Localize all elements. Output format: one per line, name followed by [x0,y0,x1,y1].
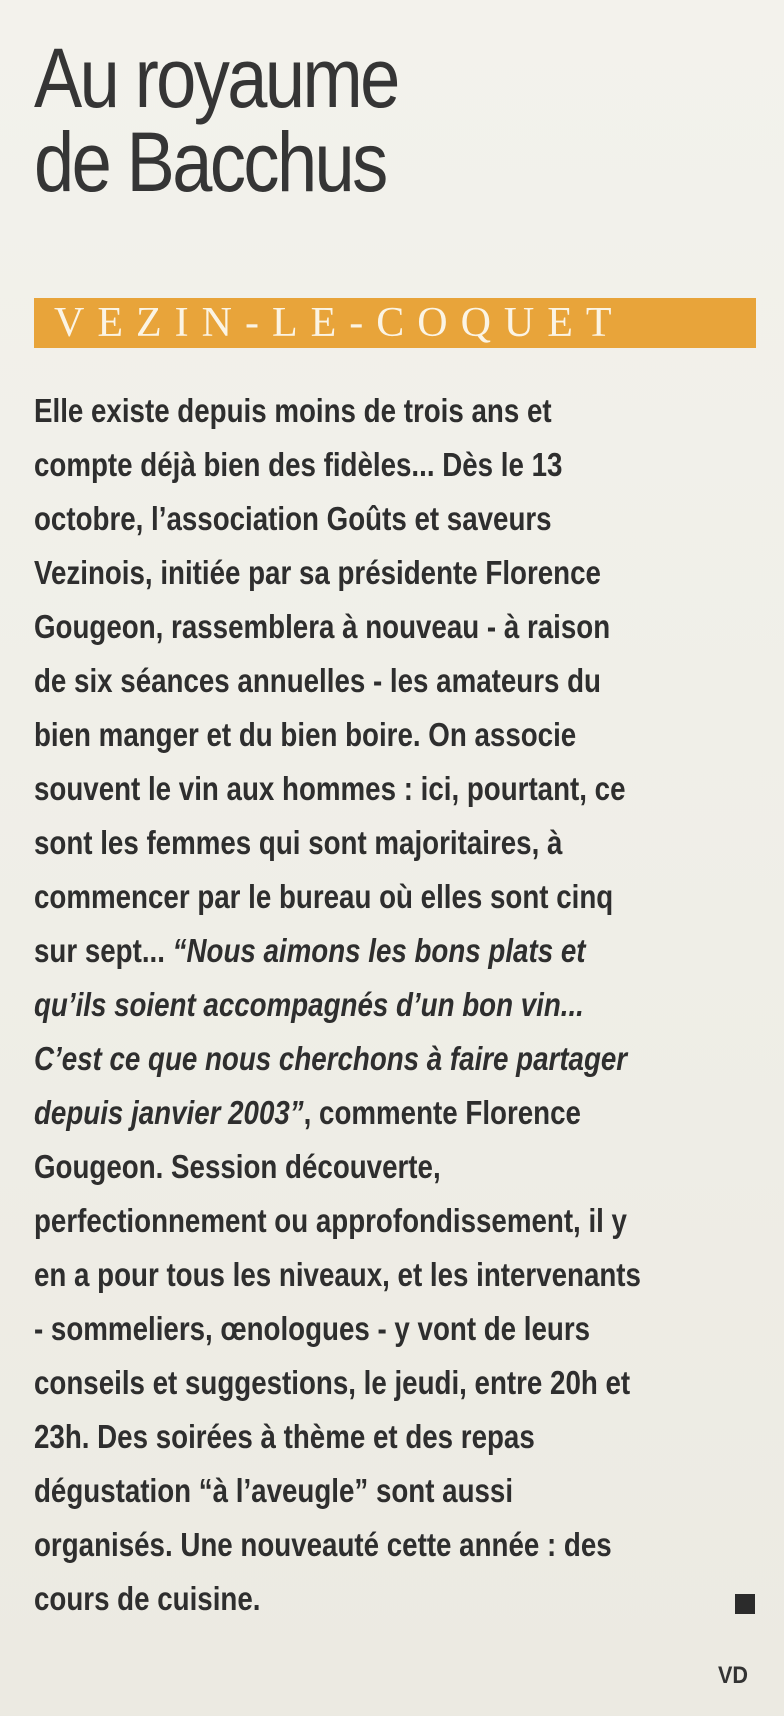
text-segment: dégustation “à l’aveugle” sont aussi [34,1472,514,1509]
text-segment: Gougeon. Session découverte, [34,1148,441,1185]
text-segment: de six séances annuelles - les amateurs du [34,662,601,699]
body-line [34,1518,756,1572]
text-segment: Elle existe depuis moins de trois ans et [34,392,552,429]
text-segment: sont les femmes qui sont majoritaires, à [34,824,563,861]
body-line [34,438,756,492]
text-segment: bien manger et du bien boire. On associe [34,716,577,753]
text-segment: - sommeliers, œnologues - y vont de leurs [34,1310,591,1347]
body-line [34,384,756,438]
location-label: VEZIN-LE-COQUET [54,300,625,346]
body-line [34,1572,756,1626]
text-segment: cours de cuisine. [34,1580,261,1617]
body-line [34,654,756,708]
text-segment: compte déjà bien des fidèles... Dès le 13 [34,446,563,483]
article-title [34,31,398,209]
text-segment: 23h. Des soirées à thème et des repas [34,1418,535,1455]
location-banner [34,298,756,348]
text-segment: organisés. Une nouveauté cette année : des [34,1526,612,1563]
body-line [34,546,756,600]
body-line [34,1410,756,1464]
body-line [34,924,756,978]
body-line [34,1356,756,1410]
author-signature: VD [718,1662,749,1689]
body-line [34,600,756,654]
quote-segment: qu’ils soient accompagnés d’un bon vin... [34,986,584,1023]
body-line [34,492,756,546]
body-line [34,816,756,870]
quote-segment: “Nous aimons les bons plats et [172,932,586,969]
text-segment: Gougeon, rassemblera à nouveau - à raison [34,608,611,645]
article-title-line-2: de Bacchus [34,115,386,209]
text-segment: sur sept... [34,932,173,969]
quote-segment: depuis janvier 2003” [34,1094,304,1131]
quote-segment: C’est ce que nous cherchons à faire partager [34,1040,628,1077]
text-segment: octobre, l’association Goûts et saveurs [34,500,552,537]
text-segment: en a pour tous les niveaux, et les intervenants [34,1256,641,1293]
body-line [34,1194,756,1248]
end-mark-square-icon [735,1594,755,1614]
article-body [34,384,756,1626]
text-segment: commencer par le bureau où elles sont cinq [34,878,614,915]
body-line [34,870,756,924]
body-line [34,1032,756,1086]
body-line [34,1086,756,1140]
text-segment: Vezinois, initiée par sa présidente Florence [34,554,601,591]
body-line [34,708,756,762]
body-line [34,1140,756,1194]
body-line [34,978,756,1032]
body-line [34,1302,756,1356]
article-title-line-1: Au royaume [34,31,398,125]
body-line [34,1464,756,1518]
text-segment: , commente Florence [303,1094,581,1131]
text-segment: conseils et suggestions, le jeudi, entre 20h et [34,1364,631,1401]
text-segment: perfectionnement ou approfondissement, il y [34,1202,627,1239]
body-line [34,762,756,816]
body-line [34,1248,756,1302]
text-segment: souvent le vin aux hommes : ici, pourtant, ce [34,770,626,807]
